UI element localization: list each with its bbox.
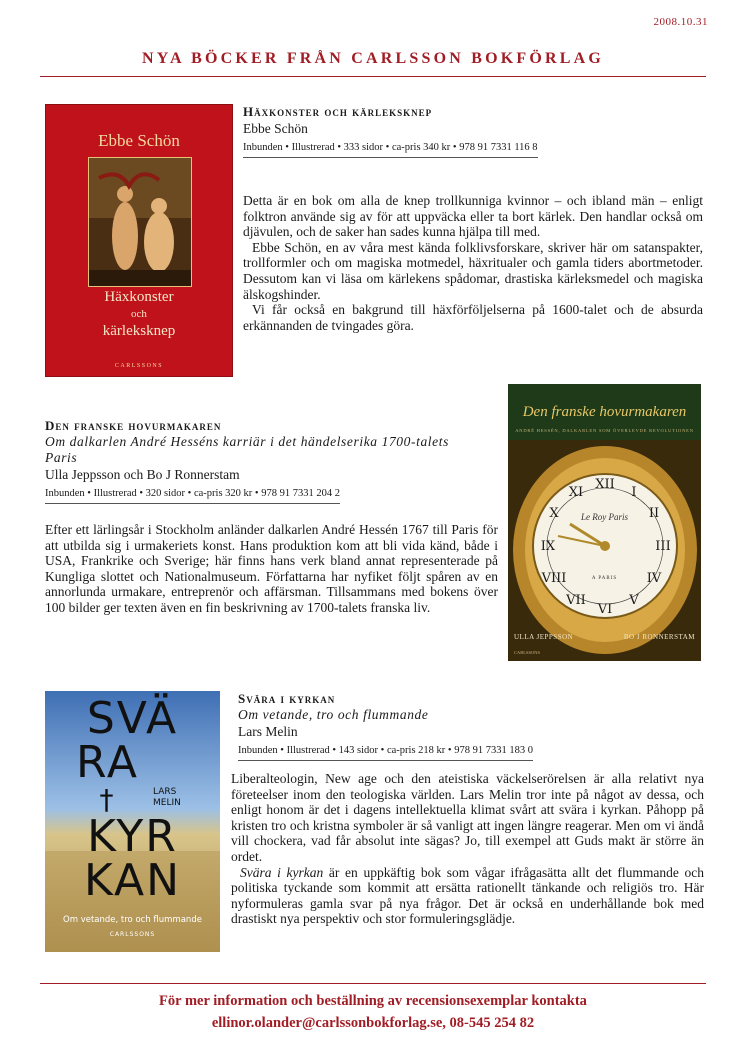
clock-artwork (508, 384, 701, 661)
cover-title: Den franske hovurmakaren (522, 404, 687, 420)
cover-author-2: BO J RONNERSTAM (623, 633, 695, 641)
cover-title: Häxkonster och kärleksknep (102, 289, 176, 339)
book-header-svara-i-kyrkan (238, 691, 708, 761)
book-subtitle: Om dalkarlen André Hesséns karriär i det händelserika 1700-talets Paris (45, 434, 449, 465)
svg-text:IV: IV (646, 571, 662, 586)
paragraph: Svära i kyrkan är en uppkäftig bok som vågar ifrågasätta allt det flummande och politiska tyckande som kommit att ersätta rationellt tänkande och religiös tro. Här nyformuleras gamla svar på nya frågor. Det är också en underhållande bok med drastiskt nya perspektiv och stor formuleringsglädje. (231, 864, 704, 927)
book-description (231, 771, 704, 927)
book-cover-hovurmakaren[interactable] (508, 384, 701, 661)
footer-email-phone[interactable]: ellinor.olander@carlssonbokforlag.se, 08-545 254 82 (211, 1015, 535, 1031)
paragraph: Ebbe Schön, en av våra mest kända folklivsforskare, skriver här om satanspakter, trollformler och om magiska motmedel, häxritualer och gamla tiders abortmetoder. Dessutom kan vi läsa om kärlekens spådomar, drastiska kärleksmedel och magiska älskogshinder. (243, 239, 703, 302)
svg-text:XI: XI (568, 485, 584, 500)
book-author: Ulla Jeppsson och Bo J Ronnerstam (45, 467, 240, 482)
book-cover-haxkonster[interactable] (45, 104, 233, 377)
svg-text:VI: VI (597, 602, 613, 617)
book-subtitle: Om vetande, tro och flummande (238, 707, 429, 722)
dial-text: A PARIS (591, 576, 618, 581)
svg-text:IX: IX (540, 539, 556, 554)
cover-title: SVÄ RA † KYR KAN (76, 693, 182, 906)
svg-text:XII: XII (595, 477, 615, 492)
book-meta: Inbunden • Illustrerad • 143 sidor • ca-pris 218 kr • 978 91 7331 183 0 (238, 743, 533, 761)
paragraph: Vi får också en bakgrund till häxförföljelserna på 1600-talet och de absurda erkännanden de tvingades göra. (243, 302, 703, 333)
footer-contact (0, 990, 746, 1034)
cover-author-1: ULLA JEPPSSON (514, 633, 574, 641)
book-description (243, 193, 703, 333)
page-title: NYA BÖCKER FRÅN CARLSSON BOKFÖRLAG (141, 50, 605, 67)
inline-book-title: Svära i kyrkan (240, 864, 324, 880)
cover-subtitle: Om vetande, tro och flummande (63, 915, 202, 925)
book-meta: Inbunden • Illustrerad • 320 sidor • ca-pris 320 kr • 978 91 7331 204 2 (45, 486, 340, 504)
book-cover-svara-i-kyrkan[interactable] (45, 691, 220, 952)
paragraph: Efter ett lärlingsår i Stockholm anländer dalkarlen André Hessén 1767 till Paris för att utbilda sig i urmakeriets konst. Hans produktion kom att bli vida känd, både i USA, Frankrike och Sverige; här finns hans verk bland annat representerade på Kungliga slottet och Nationalmuseum. Författarna har nyfiket följt spåren av en annorlunda urmakare, entreprenör och affärsman. Tillsammans med bokens över 100 bilder ger texten även en fin beskrivning av 1700-talets franska liv. (45, 522, 498, 615)
svg-text:X: X (549, 506, 559, 521)
book-description (45, 522, 498, 616)
cover-author: Ebbe Schön (98, 131, 180, 150)
cover-publisher: CARLSSONS (514, 650, 541, 655)
book-title: Den franske hovurmakaren (45, 418, 222, 433)
book-author: Lars Melin (238, 724, 298, 739)
svg-text:III: III (655, 539, 671, 554)
dial-signature: Le Roy Paris (580, 512, 628, 522)
svg-text:II: II (648, 506, 660, 521)
cover-publisher: CARLSSONS (109, 931, 156, 938)
book-title: Häxkonster och kärleksknep (243, 104, 433, 119)
book-header-hovurmakaren (45, 418, 475, 504)
paragraph: Liberalteologin, New age och den ateistiska väckelserörelsen är alla relativt nya företeelser inom den teologiska världen. Lars Melin tror inte på något av dessa, och enligt honom är det i dagens intellektuella klimat svårt att svära i kyrkan. Påhopp på kristen tro och kristna symboler är så vanligt att ingen längre reagerar. Men om vi ändå vill chockera, vad får absolut inte sägas? Jo, till exempel att Guds makt är större än ordet. (231, 771, 704, 864)
cover-subtitle: ANDRÉ HESSÉN, DALKARLEN SOM ÖVERLEVDE REVOLUTIONEN (515, 428, 694, 433)
date: 2008.10.31 (653, 16, 708, 28)
book-title: Svära i kyrkan (238, 691, 336, 706)
book-meta: Inbunden • Illustrerad • 333 sidor • ca-pris 340 kr • 978 91 7331 116 8 (243, 140, 538, 158)
paragraph: Detta är en bok om alla de knep trollkunniga kvinnor – och ibland män – enligt folktron använde sig av för att uppväcka eller ta bort kärlek. Den handlar också om djävulen, och de saker han sades kunna hjälpa till med. (243, 193, 703, 240)
svg-text:VII: VII (566, 593, 586, 608)
header-divider (40, 76, 706, 77)
svg-text:V: V (629, 593, 639, 608)
book-header-haxkonster (243, 104, 703, 158)
svg-text:I: I (631, 485, 637, 500)
cover-artwork (88, 157, 192, 287)
cover-publisher: CARLSSONS (114, 363, 164, 369)
footer-divider (40, 983, 706, 984)
cover-author: LARS MELIN (153, 787, 181, 808)
svg-text:VIII: VIII (541, 571, 567, 586)
footer-line: För mer information och beställning av recensionsexemplar kontakta (159, 993, 587, 1009)
book-author: Ebbe Schön (243, 121, 308, 136)
